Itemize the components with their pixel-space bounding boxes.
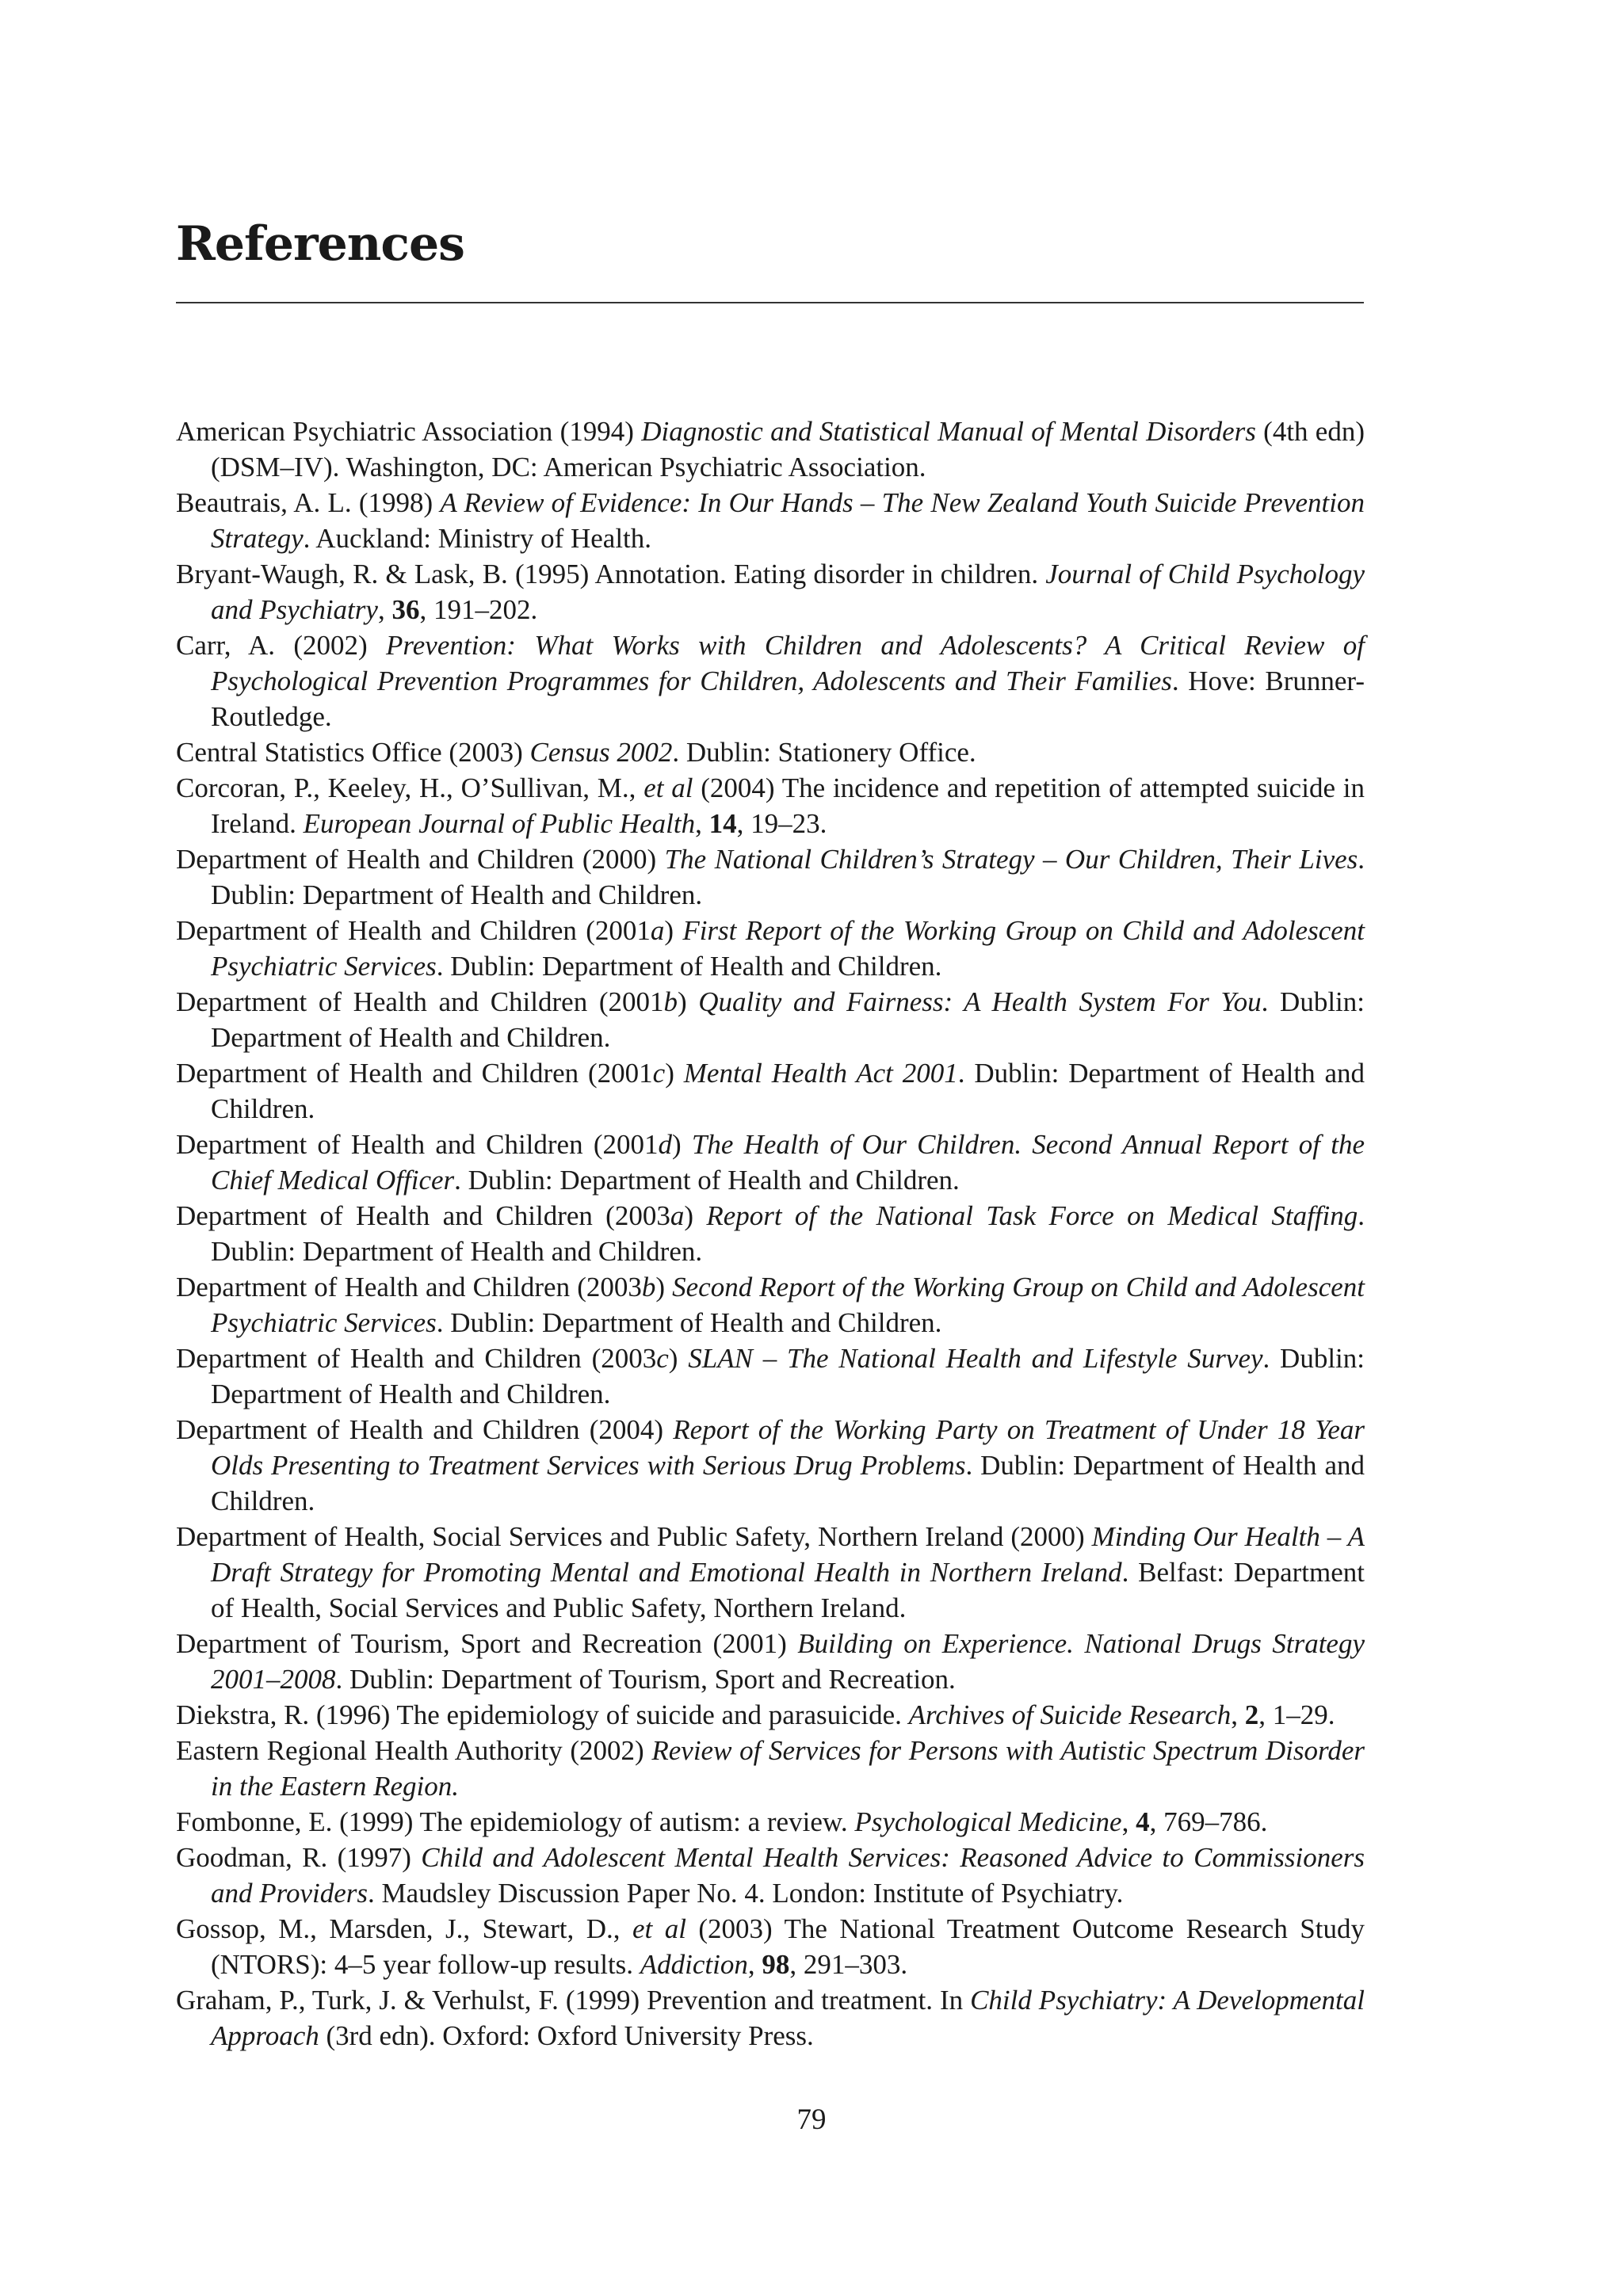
reference-text: Eastern Regional Health Authority (2002) (176, 1735, 652, 1766)
reference-text: Graham, P., Turk, J. & Verhulst, F. (1999) Prevention and treatment. In (176, 1985, 971, 2016)
reference-italic-text: Building on Experience. National Drugs Strategy 2001–2008 (211, 1628, 1365, 1695)
reference-italic-text: a (670, 1200, 685, 1231)
reference-text: Central Statistics Office (2003) (176, 737, 530, 768)
reference-text: . Belfast: Department of Health, Social Services and Public Safety, Northern Ireland. (211, 1557, 1365, 1623)
reference-text: . Dublin: Department of Health and Children. (454, 1165, 960, 1196)
reference-text: ) (664, 915, 683, 946)
reference-text: ) (684, 1200, 707, 1231)
reference-italic-text: Journal of Child Psychology and Psychiatry (211, 559, 1365, 625)
reference-italic-text: Addiction (640, 1949, 748, 1980)
reference-text: Corcoran, P., Keeley, H., O’Sullivan, M., (176, 772, 644, 803)
reference-text: Department of Health, Social Services and Public Safety, Northern Ireland (2000) (176, 1521, 1092, 1552)
reference-italic-text: The Health of Our Children. Second Annual Report of the Chief Medical Officer (211, 1129, 1365, 1196)
reference-italic-text: Report of the National Task Force on Medical Staffing (706, 1200, 1358, 1231)
reference-text: Department of Health and Children (2001 (176, 1129, 659, 1160)
reference-entry (176, 1733, 1365, 1804)
reference-text: Department of Health and Children (2001 (176, 1058, 653, 1089)
reference-text: Beautrais, A. L. (1998) (176, 487, 441, 518)
reference-text: ) (671, 1129, 692, 1160)
reference-text: , 291–303. (789, 1949, 908, 1980)
reference-entry (176, 770, 1365, 841)
reference-italic-text: Archives of Suicide Research (908, 1699, 1232, 1730)
reference-entry (176, 556, 1365, 627)
reference-italic-text: b (641, 1272, 656, 1302)
reference-italic-text: Quality and Fairness: A Health System For You (698, 986, 1262, 1017)
reference-entry (176, 1198, 1365, 1269)
reference-italic-text: First Report of the Working Group on Child and Adolescent Psychiatric Services (211, 915, 1365, 982)
reference-text: , (1231, 1699, 1245, 1730)
reference-text: . Hove: Brunner-Routledge. (211, 666, 1365, 732)
reference-volume: 98 (762, 1949, 790, 1980)
reference-volume: 4 (1136, 1806, 1150, 1837)
reference-italic-text: The National Children’s Strategy – Our Children, Their Lives (664, 844, 1358, 875)
reference-italic-text: Diagnostic and Statistical Manual of Mental Disorders (641, 416, 1256, 447)
reference-text: (2004) The incidence and repetition of attempted suicide in Ireland. (211, 772, 1365, 839)
reference-text: Department of Health and Children (2000) (176, 844, 665, 875)
reference-text: Fombonne, E. (1999) The epidemiology of autism: a review. (176, 1806, 855, 1837)
reference-italic-text: Child and Adolescent Mental Health Services: Reasoned Advice to Commissioners and Providers (211, 1842, 1365, 1909)
reference-italic-text: Mental Health Act 2001 (683, 1058, 958, 1089)
reference-italic-text: Review of Services for Persons with Autistic Spectrum Disorder in the Eastern Region. (211, 1735, 1365, 1802)
reference-text: Department of Health and Children (2001 (176, 986, 664, 1017)
reference-italic-text: et al (643, 772, 693, 803)
reference-text: , 191–202. (419, 594, 538, 625)
reference-entry (176, 1804, 1365, 1840)
reference-text: , (695, 808, 709, 839)
reference-volume: 14 (708, 808, 737, 839)
reference-text: Department of Tourism, Sport and Recreation (2001) (176, 1628, 798, 1659)
page-number: 79 (796, 2103, 827, 2136)
reference-entry (176, 1269, 1365, 1341)
reference-entry (176, 913, 1365, 984)
reference-text: Department of Health and Children (2003 (176, 1272, 642, 1302)
reference-text: ) (677, 986, 699, 1017)
reference-text: , 769–786. (1149, 1806, 1268, 1837)
reference-text: Gossop, M., Marsden, J., Stewart, D., (176, 1913, 632, 1944)
reference-entry (176, 1626, 1365, 1697)
reference-entry (176, 1911, 1365, 1982)
reference-entry (176, 984, 1365, 1055)
reference-italic-text: Prevention: What Works with Children and Adolescents? A Critical Review of Psychological Prevention Programmes for Children, Adolescents and Their Families (211, 630, 1365, 696)
reference-text: Department of Health and Children (2004) (176, 1414, 674, 1445)
page-title: References (176, 216, 464, 272)
reference-entry (176, 1982, 1365, 2054)
reference-italic-text: Child Psychiatry: A Developmental Approach (211, 1985, 1365, 2051)
reference-text: , 19–23. (736, 808, 827, 839)
reference-italic-text: et al (632, 1913, 686, 1944)
reference-text: (3rd edn). Oxford: Oxford University Press. (319, 2020, 814, 2051)
reference-entry (176, 1055, 1365, 1127)
reference-text: Bryant-Waugh, R. & Lask, B. (1995) Annotation. Eating disorder in children. (176, 559, 1046, 589)
reference-text: . Auckland: Ministry of Health. (303, 523, 652, 554)
reference-volume: 2 (1244, 1699, 1259, 1730)
reference-entry (176, 414, 1365, 485)
reference-text: Department of Health and Children (2003 (176, 1200, 670, 1231)
reference-entry (176, 1697, 1365, 1733)
reference-text: Goodman, R. (1997) (176, 1842, 422, 1873)
reference-entry (176, 1519, 1365, 1626)
reference-text: . Dublin: Department of Health and Children. (436, 1307, 942, 1338)
reference-text: (2003) The National Treatment Outcome Research Study (NTORS): 4–5 year follow-up results. (211, 1913, 1365, 1980)
reference-text: . Dublin: Department of Health and Children. (211, 1343, 1365, 1409)
reference-italic-text: A Review of Evidence: In Our Hands – The New Zealand Youth Suicide Prevention Strategy (211, 487, 1365, 554)
reference-text: . Dublin: Department of Health and Children. (211, 1058, 1365, 1124)
reference-text: , (747, 1949, 762, 1980)
reference-entry (176, 841, 1365, 913)
reference-italic-text: d (658, 1129, 672, 1160)
reference-italic-text: Minding Our Health – A Draft Strategy for Promoting Mental and Emotional Health in Northern Ireland (211, 1521, 1365, 1588)
reference-entry (176, 485, 1365, 556)
reference-italic-text: European Journal of Public Health (303, 808, 696, 839)
heading-rule (176, 302, 1364, 303)
reference-italic-text: c (652, 1058, 666, 1089)
reference-text: . Dublin: Department of Health and Children. (436, 951, 942, 982)
reference-text: American Psychiatric Association (1994) (176, 416, 642, 447)
reference-text: . Dublin: Department of Health and Children. (211, 1200, 1365, 1267)
reference-italic-text: a (650, 915, 665, 946)
reference-entry (176, 1341, 1365, 1412)
reference-italic-text: b (663, 986, 678, 1017)
reference-text: . Dublin: Department of Health and Children. (211, 844, 1365, 910)
reference-italic-text: Census 2002 (529, 737, 673, 768)
reference-text: . Dublin: Department of Tourism, Sport and Recreation. (335, 1664, 956, 1695)
reference-italic-text: Report of the Working Party on Treatment of Under 18 Year Olds Presenting to Treatment Services with Serious Drug Problems (211, 1414, 1365, 1481)
reference-italic-text: SLAN – The National Health and Lifestyle Survey (688, 1343, 1263, 1374)
reference-text: , 1–29. (1258, 1699, 1335, 1730)
reference-text: , (377, 594, 392, 625)
reference-text: ) (655, 1272, 673, 1302)
reference-text: . Dublin: Department of Health and Children. (211, 1450, 1365, 1516)
reference-italic-text: Second Report of the Working Group on Child and Adolescent Psychiatric Services (211, 1272, 1365, 1338)
reference-entry (176, 1412, 1365, 1519)
reference-text: , (1121, 1806, 1136, 1837)
reference-text: . Dublin: Department of Health and Children. (211, 986, 1365, 1053)
reference-entry (176, 1840, 1365, 1911)
reference-text: Department of Health and Children (2001 (176, 915, 651, 946)
reference-volume: 36 (391, 594, 420, 625)
reference-text: ) (668, 1343, 689, 1374)
reference-text: ) (665, 1058, 684, 1089)
reference-text: (4th edn) (DSM–IV). Washington, DC: American Psychiatric Association. (211, 416, 1365, 482)
reference-italic-text: c (656, 1343, 669, 1374)
reference-italic-text: Psychological Medicine (854, 1806, 1122, 1837)
reference-text: Diekstra, R. (1996) The epidemiology of suicide and parasuicide. (176, 1699, 909, 1730)
reference-list (176, 414, 1365, 2054)
reference-entry (176, 627, 1365, 734)
reference-entry (176, 1127, 1365, 1198)
reference-text: . Maudsley Discussion Paper No. 4. London: Institute of Psychiatry. (368, 1878, 1124, 1909)
reference-entry (176, 734, 1365, 770)
reference-text: Department of Health and Children (2003 (176, 1343, 657, 1374)
reference-text: Carr, A. (2002) (176, 630, 387, 661)
reference-text: . Dublin: Stationery Office. (672, 737, 976, 768)
